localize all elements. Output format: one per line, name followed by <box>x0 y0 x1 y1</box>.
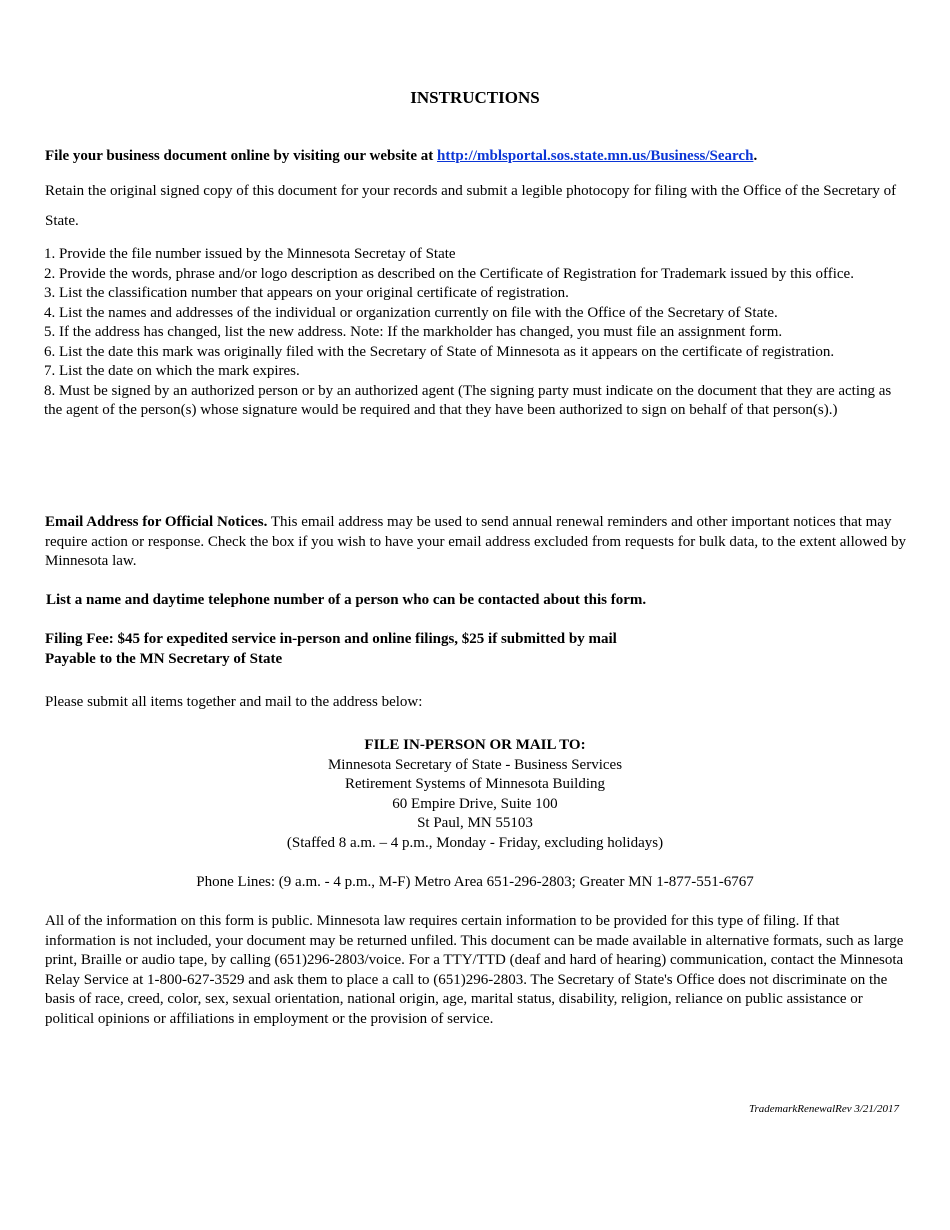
contact-person-note: List a name and daytime telephone number of a person who can be contacted about this form. <box>46 592 647 608</box>
list-item: 6. List the date this mark was originally filed with the Secretary of State of Minnesota as it appears on the certificate of registration. <box>44 343 835 360</box>
phone-lines: Phone Lines: (9 a.m. - 4 p.m., M-F) Metro Area 651-296-2803; Greater MN 1-877-551-6767 <box>196 874 754 890</box>
list-item: 3. List the classification number that appears on your original certificate of registration. <box>44 285 569 301</box>
submit-instructions: Please submit all items together and mail to the address below: <box>45 694 423 710</box>
retain-copy-paragraph: Retain the original signed copy of this document for your records and submit a legible photocopy for filing with the Office of the Secretary of State. <box>45 183 897 229</box>
filing-fee-amount: Filing Fee: $45 for expedited service in-person and online filings, $25 if submitted by mail <box>45 631 617 647</box>
instruction-list <box>44 245 910 421</box>
list-item: 4. List the names and addresses of the individual or organization currently on file with the Office of the Secretary of State. <box>44 304 778 321</box>
list-item: 2. Provide the words, phrase and/or logo description as described on the Certificate of Registration for Trademark issued by this office. <box>44 265 854 282</box>
form-revision-label: TrademarkRenewalRev 3/21/2017 <box>748 1103 899 1115</box>
list-item: 8. Must be signed by an authorized person or by an authorized agent (The signing party must indicate on the document that they are acting as the agent of the person(s) whose signature would be required and that they have been authorized to sign on behalf of that person(s).) <box>44 382 892 418</box>
address-line: (Staffed 8 a.m. – 4 p.m., Monday - Friday, excluding holidays) <box>286 834 664 851</box>
online-filing-notice <box>45 147 757 167</box>
page-title: INSTRUCTIONS <box>410 88 540 107</box>
address-line: St Paul, MN 55103 <box>417 815 533 831</box>
address-line: Retirement Systems of Minnesota Building <box>345 776 605 792</box>
address-line: Minnesota Secretary of State - Business Services <box>327 756 623 773</box>
list-item: 5. If the address has changed, list the new address. Note: If the markholder has changed, you must file an assignment form. <box>44 324 783 340</box>
email-notice-heading: Email Address for Official Notices. <box>45 514 268 530</box>
list-item: 1. Provide the file number issued by the Minnesota Secretay of State <box>44 246 456 262</box>
business-search-link[interactable]: http://mblsportal.sos.state.mn.us/Business/Search <box>437 148 754 164</box>
address-line: 60 Empire Drive, Suite 100 <box>392 795 558 812</box>
filing-fee-payable: Payable to the MN Secretary of State <box>45 650 283 667</box>
public-information-notice: All of the information on this form is public. Minnesota law requires certain information to be provided for this type of filing. If that information is not included, your document may be returned unfiled. This document can be made available in alternative formats, such as large print, Braille or audio tape, by calling (651)296-2803/voice. For a TTY/TTD (deaf and hard of hearing) communication, contact the Minnesota Relay Service at 1-800-627-3529 and ask them to place a call to (651)296-2803. The Secretary of State's Office does not discriminate on the basis of race, creed, color, sex, sexual orientation, national origin, age, marital status, disability, religion, reliance on public assistance or political opinions or affiliations in employment or the provision of service. <box>45 913 904 1027</box>
mailing-address-heading: FILE IN-PERSON OR MAIL TO: <box>364 737 586 753</box>
online-filing-suffix: . <box>753 148 758 164</box>
email-notice-body: This email address may be used to send annual renewal reminders and other important notices that may require action or response. Check the box if you wish to have your email address excluded from requests for bulk data, to the extent allowed by Minnesota law. <box>45 514 906 569</box>
online-filing-prefix: File your business document online by visiting our website at <box>45 148 437 164</box>
filing-fee <box>45 630 617 669</box>
email-notice-paragraph <box>45 513 910 572</box>
mailing-address-block <box>0 736 950 853</box>
list-item: 7. List the date on which the mark expires. <box>44 363 300 379</box>
